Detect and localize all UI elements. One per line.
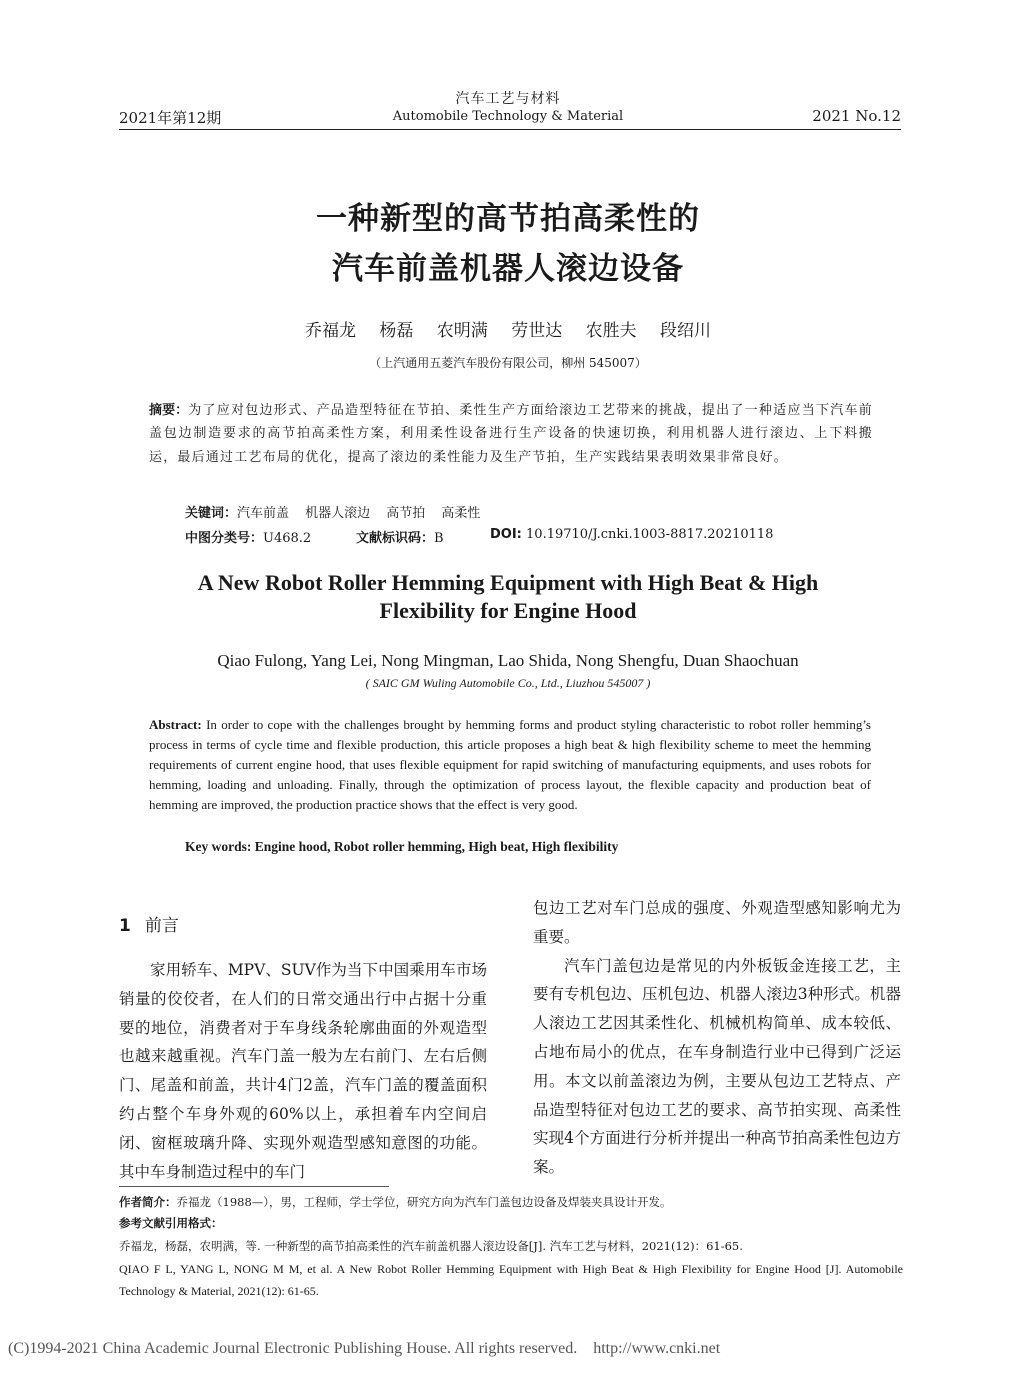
keywords-en: Key words: Engine hood, Robot roller hemming, High beat, High flexibility xyxy=(185,839,619,854)
authors-cn: 乔福龙 杨磊 农明满 劳世达 农胜夫 段绍川 xyxy=(304,321,712,341)
citation-format-label: 参考文献引用格式： xyxy=(119,1216,223,1230)
issue-number-en: 2021 No.12 xyxy=(812,107,901,125)
section-number: 1 xyxy=(119,916,131,936)
body-column-left xyxy=(119,956,487,1186)
keywords-cn xyxy=(185,502,480,521)
abstract-en-label: Abstract: xyxy=(149,717,202,732)
abstract-cn-label: 摘要： xyxy=(149,403,189,418)
document-code xyxy=(356,527,444,546)
document-code-label: 文献标识码： xyxy=(356,531,435,546)
affiliation-en: ( SAIC GM Wuling Automobile Co., Ltd., Liuzhou 545007 ) xyxy=(365,676,651,690)
keywords-cn-label: 关键词： xyxy=(185,506,238,521)
author-bio xyxy=(119,1192,903,1213)
clc-number xyxy=(185,527,311,546)
title-en-line-2: Flexibility for Engine Hood xyxy=(379,598,637,623)
document-code-value: B xyxy=(434,531,444,546)
title-cn-line-2: 汽车前盖机器人滚边设备 xyxy=(332,251,684,287)
doi xyxy=(490,527,773,542)
affiliation-cn: （上汽通用五菱汽车股份有限公司，柳州 545007） xyxy=(369,356,647,370)
title-cn-line-1: 一种新型的高节拍高柔性的 xyxy=(316,201,700,237)
body-column-right xyxy=(533,894,901,1182)
citation-cn: 乔福龙，杨磊，农明满，等. 一种新型的高节拍高柔性的汽车前盖机器人滚边设备[J]. 汽车工艺与材料，2021(12)：61-65. xyxy=(119,1239,743,1253)
header-rule xyxy=(119,129,901,130)
journal-name-cn: 汽车工艺与材料 xyxy=(455,91,561,107)
body-paragraph: 家用轿车、MPV、SUV作为当下中国乘用车市场销量的佼佼者，在人们的日常交通出行中占据十分重要的地位，消费者对于车身线条轮廓曲面的外观造型也越来越重视。汽车门盖一般为左右前门、左右后侧门、尾盖和前盖，共计4门2盖，汽车门盖的覆盖面积约占整个车身外观的60%以上，承担着车内空间启闭、窗框玻璃升降、实现外观造型感知意图的功能。其中车身制造过程中的车门 xyxy=(119,961,487,1181)
abstract-en xyxy=(149,715,871,815)
citation-en: QIAO F L, YANG L, NONG M M, et al. A New Robot Roller Hemming Equipment with High Beat & High Flexibility for Engine Hood [J]. Automobile Technology & Material, 2021(12): 61-65. xyxy=(119,1262,903,1298)
author-bio-text: 乔福龙（1988—），男，工程师，学士学位，研究方向为汽车门盖包边设备及焊装夹具设计开发。 xyxy=(176,1195,672,1209)
section-heading xyxy=(119,911,179,936)
journal-name-en: Automobile Technology & Material xyxy=(392,109,624,124)
abstract-cn xyxy=(149,399,873,469)
section-title: 前言 xyxy=(144,916,179,936)
clc-label: 中图分类号： xyxy=(185,531,264,546)
keywords-cn-text: 汽车前盖 机器人滚边 高节拍 高柔性 xyxy=(237,506,481,521)
footnote-rule xyxy=(119,1186,389,1187)
copyright-notice: (C)1994-2021 China Academic Journal Electronic Publishing House. All rights reserved. http://www.cnki.net xyxy=(8,1340,721,1357)
doi-value: 10.19710/J.cnki.1003-8817.20210118 xyxy=(526,527,774,542)
title-en-line-1: A New Robot Roller Hemming Equipment with High Beat & High xyxy=(197,570,819,595)
author-bio-label: 作者简介： xyxy=(119,1195,177,1209)
doi-label: DOI: xyxy=(490,527,522,542)
abstract-cn-text: 为了应对包边形式、产品造型特征在节拍、柔性生产方面给滚边工艺带来的挑战，提出了一种适应当下汽车前盖包边制造要求的高节拍高柔性方案，利用柔性设备进行生产设备的快速切换，利用机器人进行滚边、上下料搬运，最后通过工艺布局的优化，提高了滚边的柔性能力及生产节拍，生产实践结果表明效果非常良好。 xyxy=(149,403,873,465)
abstract-en-text: In order to cope with the challenges brought by hemming forms and product styling characteristic to robot roller hemming’s process in terms of cycle time and flexible production, this article proposes a high beat & high flexibility scheme to meet the hemming requirements of current engine hood, that uses flexible equipment for rapid switching of manufacturing equipments, and uses robots for hemming, loading and unloading. Finally, through the optimization of process layout, the flexible capacity and production beat of hemming are improved, the production practice shows that the effect is very good. xyxy=(149,717,871,812)
body-paragraph: 汽车门盖包边是常见的内外板钣金连接工艺，主要有专机包边、压机包边、机器人滚边3种形式。机器人滚边工艺因其柔性化、机械机构简单、成本较低、占地布局小的优点，在车身制造行业中已得到广泛运用。本文以前盖滚边为例，主要从包边工艺特点、产品造型特征对包边工艺的要求、高节拍实现、高柔性实现4个方面进行分析并提出一种高节拍高柔性包边方案。 xyxy=(533,956,901,1177)
authors-en: Qiao Fulong, Yang Lei, Nong Mingman, Lao Shida, Nong Shengfu, Duan Shaochuan xyxy=(217,651,799,670)
clc-value: U468.2 xyxy=(263,531,312,546)
body-paragraph-continued: 包边工艺对车门总成的强度、外观造型感知影响尤为重要。 xyxy=(533,899,901,946)
issue-number-cn: 2021年第12期 xyxy=(119,109,222,127)
